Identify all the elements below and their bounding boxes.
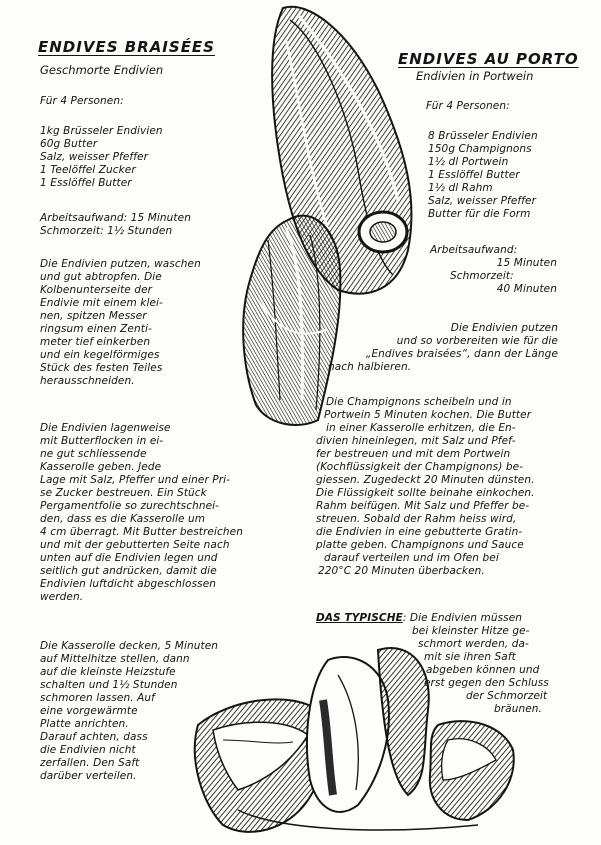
right-recipe-subtitle: Endivien in Portwein	[416, 69, 534, 83]
right-ingredients	[428, 130, 538, 221]
ingredient: 1½ dl Rahm	[428, 182, 493, 194]
text-line: meter tief einkerben	[40, 336, 151, 348]
text-line: nen, spitzen Messer	[40, 310, 147, 322]
text-line: Die Champignons scheibeln und in	[326, 396, 512, 408]
left-recipe-title: ENDIVES BRAISÉES	[38, 38, 215, 56]
time-line: Arbeitsaufwand: 15 Minuten	[40, 212, 191, 224]
text-line: streuen. Sobald der Rahm heiss wird,	[316, 513, 517, 525]
text-line: abgeben können und	[426, 664, 540, 676]
text-line: und so vorbereiten wie für die	[396, 335, 558, 347]
text-line: die Endivien in eine gebutterte Gratin-	[316, 526, 523, 538]
ingredient: 60g Butter	[40, 138, 98, 150]
text-line: giessen. Zugedeckt 20 Minuten dünsten.	[316, 474, 535, 486]
text-line: unten auf die Endivien legen und	[40, 552, 218, 564]
text-line: ringsum einen Zenti-	[40, 323, 152, 335]
left-paragraph-2	[40, 422, 243, 604]
text-line: Stück des festen Teiles	[40, 362, 163, 374]
ingredient: Salz, weisser Pfeffer	[40, 151, 148, 163]
text-line: in einer Kasserolle erhitzen, die En-	[326, 422, 516, 434]
left-servings: Für 4 Personen:	[40, 95, 124, 107]
text-line: schmoren lassen. Auf	[40, 692, 155, 704]
text-line: auf Mittelhitze stellen, dann	[40, 653, 190, 665]
right-recipe-title: ENDIVES AU PORTO	[398, 50, 579, 68]
ingredient: 1 Teelöffel Zucker	[40, 164, 136, 176]
text-line: zerfallen. Den Saft	[40, 757, 140, 769]
text-line: auf die kleinste Heizstufe	[40, 666, 176, 678]
text-line: Die Endivien putzen, waschen	[40, 258, 201, 270]
text-line: darauf verteilen und im Ofen bei	[324, 552, 499, 564]
text-line: Kasserolle geben. Jede	[40, 461, 162, 473]
text-line: Lage mit Salz, Pfeffer und einer Pri-	[40, 474, 231, 486]
text-line: die Endivien nicht	[40, 744, 136, 756]
time-line: Arbeitsaufwand:	[430, 244, 518, 256]
text-line: seitlich gut andrücken, damit die	[40, 565, 217, 577]
right-paragraph-2	[316, 396, 566, 578]
right-times	[430, 244, 557, 296]
time-line: Schmorzeit: 1½ Stunden	[40, 225, 173, 237]
text-line: Rahm beifügen. Mit Salz und Pfeffer be-	[316, 500, 530, 512]
text-line: schalten und 1½ Stunden	[40, 679, 178, 691]
text-line: fer bestreuen und mit dem Portwein	[316, 448, 511, 460]
text-line: Endivien luftdicht abgeschlossen	[40, 578, 217, 590]
text-line: den, dass es die Kasserolle um	[40, 513, 206, 525]
text-line: bei kleinster Hitze ge-	[412, 625, 530, 637]
ingredient: 1kg Brüsseler Endivien	[40, 125, 163, 137]
left-recipe-subtitle: Geschmorte Endivien	[40, 63, 164, 77]
ingredient: Salz, weisser Pfeffer	[428, 195, 536, 207]
text-line: erst gegen den Schluss	[424, 677, 549, 689]
text-line: herausschneiden.	[40, 375, 135, 387]
text-line: Pergamentfolie so zurechtschnei-	[40, 500, 220, 512]
ingredient: 8 Brüsseler Endivien	[428, 130, 538, 142]
text-line: „Endives braisées“, dann der Länge	[365, 348, 558, 360]
text-line: (Kochflüssigkeit der Champignons) be-	[316, 461, 524, 473]
text-line: ne gut schliessende	[40, 448, 147, 460]
text-line: bräunen.	[494, 703, 542, 715]
text-line: mit sie ihren Saft	[424, 651, 516, 663]
text-line: Darauf achten, dass	[40, 731, 148, 743]
text-line: schmort werden, da-	[418, 638, 529, 650]
text-line: Endivie mit einem klei-	[40, 297, 163, 309]
text-line: mit Butterflocken in ei-	[40, 435, 164, 447]
text-line: platte geben. Champignons und Sauce	[316, 539, 524, 551]
text-line: der Schmorzeit	[466, 690, 548, 702]
text-line: Die Endivien lagenweise	[40, 422, 171, 434]
text-line: 220°C 20 Minuten überbacken.	[318, 565, 485, 577]
right-paragraph-1	[322, 322, 558, 374]
ingredient: 1 Esslöffel Butter	[428, 169, 520, 181]
tip-label: DAS TYPISCHE	[316, 612, 403, 624]
text-line: eine vorgewärmte	[40, 705, 138, 717]
text-line: Die Flüssigkeit sollte beinahe einkochen.	[316, 487, 535, 499]
text-line: 4 cm überragt. Mit Butter bestreichen	[40, 526, 243, 538]
text-line: se Zucker bestreuen. Ein Stück	[40, 487, 207, 499]
text-line: darüber verteilen.	[40, 770, 137, 782]
ingredient: 1 Esslöffel Butter	[40, 177, 132, 189]
time-line: 40 Minuten	[496, 283, 557, 295]
right-tip	[316, 612, 566, 716]
right-servings: Für 4 Personen:	[426, 100, 510, 112]
ingredient: Butter für die Form	[428, 208, 531, 220]
text-line: Die Endivien putzen	[450, 322, 558, 334]
text-line: Kolbenunterseite der	[40, 284, 153, 296]
left-paragraph-1	[40, 258, 201, 388]
text-line: und mit der gebutterten Seite nach	[40, 539, 230, 551]
left-paragraph-3	[40, 640, 218, 783]
left-times	[40, 212, 191, 238]
time-line: 15 Minuten	[496, 257, 557, 269]
text-line	[316, 612, 566, 625]
text-line: Die Kasserolle decken, 5 Minuten	[40, 640, 219, 652]
text-line: divien hineinlegen, mit Salz und Pfef-	[316, 435, 516, 447]
text-line: und gut abtropfen. Die	[40, 271, 162, 283]
time-line: Schmorzeit:	[450, 270, 514, 282]
text-line: Platte anrichten.	[40, 718, 129, 730]
ingredient: 1½ dl Portwein	[428, 156, 509, 168]
left-ingredients	[40, 125, 163, 190]
text-line: nach halbieren.	[328, 361, 412, 373]
text-line: Portwein 5 Minuten kochen. Die Butter	[324, 409, 532, 421]
ingredient: 150g Champignons	[428, 143, 532, 155]
text-line: und ein kegelförmiges	[40, 349, 160, 361]
text-line: : Die Endivien müssen	[402, 612, 523, 624]
text-line: werden.	[40, 591, 84, 603]
